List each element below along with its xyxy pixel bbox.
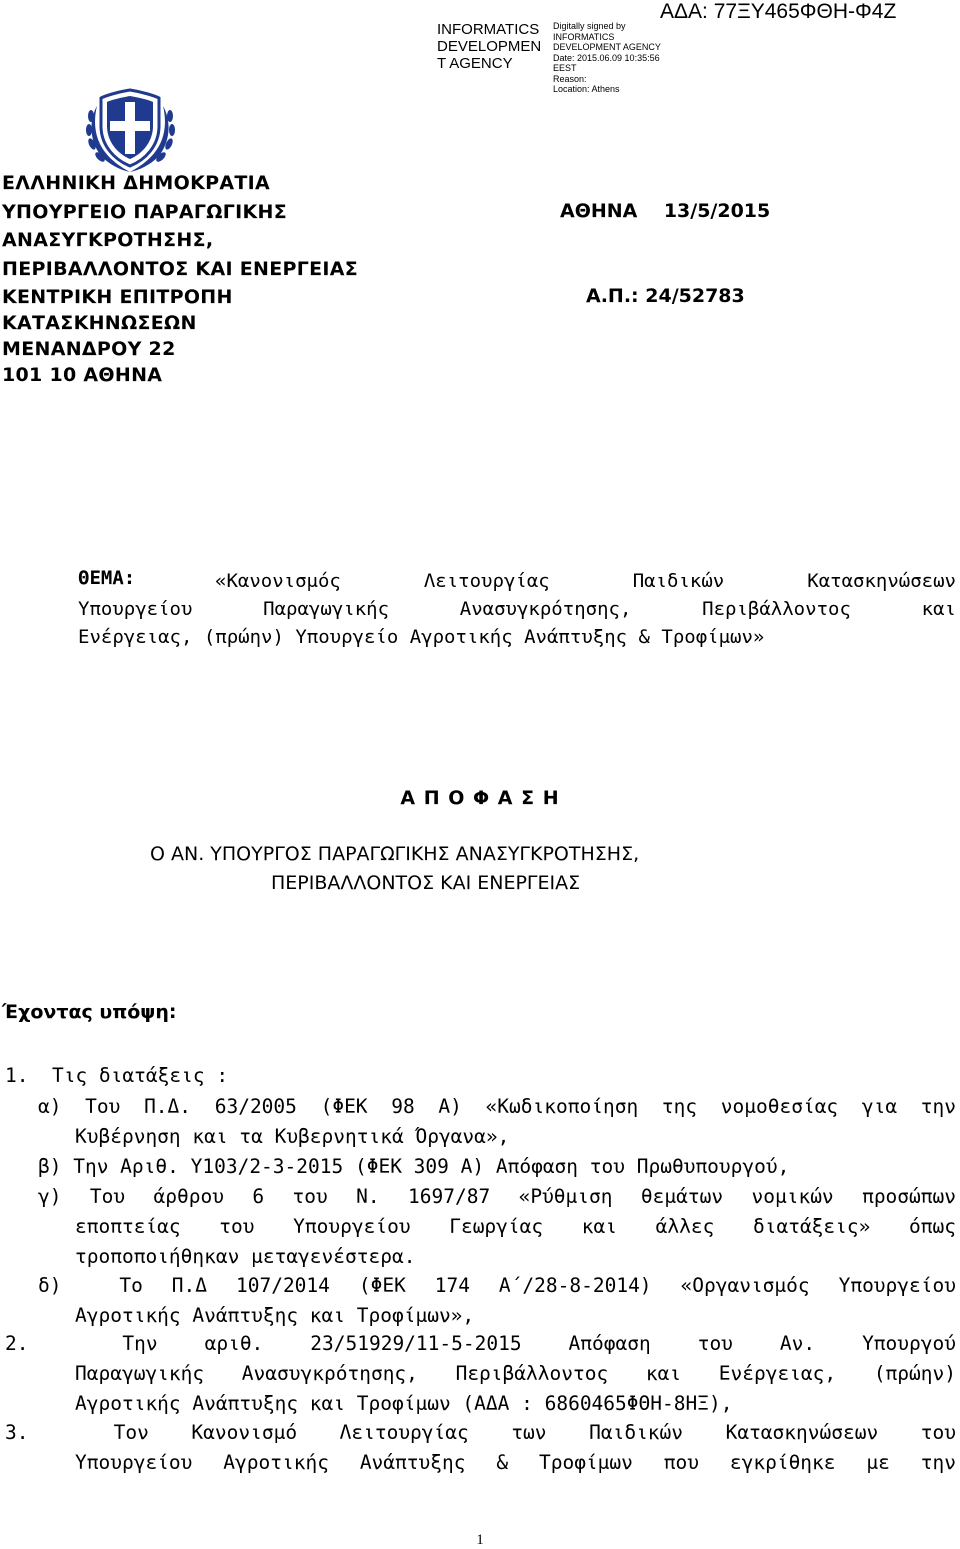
decision-issuer: Ο ΑΝ. ΥΠΟΥΡΓΟΣ ΠΑΡΑΓΩΓΙΚΗΣ ΑΝΑΣΥΓΚΡΟΤΗΣΗΣ, xyxy=(150,843,640,865)
signature-organization: INFORMATICS DEVELOPMEN T AGENCY xyxy=(437,21,542,72)
place-date: ΑΘΗΝΑ 13/5/2015 xyxy=(560,200,771,222)
header-line: ΚΑΤΑΣΚΗΝΩΣΕΩΝ xyxy=(2,312,197,334)
signature-line: Location: Athens xyxy=(553,84,620,94)
list-item: β) Την Αριθ. Υ103/2-3-2015 (ΦΕΚ 309 Α) Απόφαση του Πρωθυπουργού, xyxy=(38,1155,790,1178)
list-item: Αγροτικής Ανάπτυξης και Τροφίμων», xyxy=(75,1304,475,1327)
signature-metadata xyxy=(553,21,673,95)
signature-line: Digitally signed by xyxy=(553,21,626,31)
considering-heading: Έχοντας υπόψη: xyxy=(2,1001,177,1023)
list-item: Κυβέρνηση και τα Κυβερνητικά Όργανα», xyxy=(75,1125,510,1148)
decision-issuer: ΠΕΡΙΒΑΛΛΟΝΤΟΣ ΚΑΙ ΕΝΕΡΓΕΙΑΣ xyxy=(271,872,581,894)
list-item: Αγροτικής Ανάπτυξης και Τροφίμων (ΑΔΑ : 6860465ΦΘΗ-8ΗΞ), xyxy=(75,1392,733,1415)
subject-line xyxy=(215,567,956,595)
list-item: εποπτείας του Υπουργείου Γεωργίας και άλλες διατάξεις» όπως xyxy=(75,1215,956,1238)
decision-title: Α Π Ο Φ Α Σ Η xyxy=(400,787,560,809)
subject-text: Ενέργειας, (πρώην) Υπουργείο Αγροτικής Ανάπτυξης & Τροφίμων» xyxy=(78,626,765,648)
header-line: ΚΕΝΤΡΙΚΗ ΕΠΙΤΡΟΠΗ xyxy=(2,286,233,308)
greek-emblem-icon xyxy=(83,86,178,174)
signature-line: Reason: xyxy=(553,73,587,84)
signature-line: EEST xyxy=(553,63,577,73)
ada-code: ΑΔΑ: 77ΞΥ465ΦΘΗ-Φ4Ζ xyxy=(660,0,897,23)
list-item: 3. Τον Κανονισμό Λειτουργίας των Παιδικών Κατασκηνώσεων του xyxy=(5,1421,956,1444)
list-item: α) Του Π.Δ. 63/2005 (ΦΕΚ 98 Α) «Κωδικοποίηση της νομοθεσίας για την xyxy=(38,1095,956,1118)
header-line: ΑΝΑΣΥΓΚΡΟΤΗΣΗΣ, xyxy=(2,229,214,251)
list-item: Παραγωγικής Ανασυγκρότησης, Περιβάλλοντος και Ενέργειας, (πρώην) xyxy=(75,1362,956,1385)
list-item: δ) Το Π.Δ 107/2014 (ΦΕΚ 174 Α΄/28-8-2014) «Οργανισμός Υπουργείου xyxy=(38,1274,956,1297)
header-line: ΕΛΛΗΝΙΚΗ ΔΗΜΟΚΡΑΤΙΑ xyxy=(2,172,270,194)
subject-text: Υπουργείου Παραγωγικής Ανασυγκρότησης, Περιβάλλοντος και xyxy=(78,598,956,620)
header-line: ΠΕΡΙΒΑΛΛΟΝΤΟΣ ΚΑΙ ΕΝΕΡΓΕΙΑΣ xyxy=(2,258,359,280)
subject-text: «Κανονισμός Λειτουργίας Παιδικών Κατασκηνώσεων xyxy=(215,570,956,592)
list-item: τροποποιήθηκαν μεταγενέστερα. xyxy=(75,1245,416,1268)
list-item: 1. Τις διατάξεις : xyxy=(5,1064,229,1087)
list-item: γ) Του άρθρου 6 του Ν. 1697/87 «Ρύθμιση θεμάτων νομικών προσώπων xyxy=(38,1185,956,1208)
header-line: ΜΕΝΑΝΔΡΟΥ 22 xyxy=(2,338,176,360)
header-line: ΥΠΟΥΡΓΕΙΟ ΠΑΡΑΓΩΓΙΚΗΣ xyxy=(2,201,287,223)
signature-line: DEVELOPMENT AGENCY xyxy=(553,42,661,52)
protocol-number: Α.Π.: 24/52783 xyxy=(586,285,745,307)
list-item: Υπουργείου Αγροτικής Ανάπτυξης & Τροφίμων που εγκρίθηκε με την xyxy=(75,1451,956,1474)
subject-label: ΘΕΜΑ: xyxy=(78,567,136,589)
subject-body xyxy=(78,595,956,651)
signature-line: INFORMATICS xyxy=(553,31,615,42)
header-line: 101 10 ΑΘΗΝΑ xyxy=(2,364,163,386)
signature-line: Date: 2015.06.09 10:35:56 xyxy=(553,52,660,63)
page-number: 1 xyxy=(476,1532,484,1548)
list-item: 2. Την αριθ. 23/51929/11-5-2015 Απόφαση του Αν. Υπουργού xyxy=(5,1332,956,1355)
